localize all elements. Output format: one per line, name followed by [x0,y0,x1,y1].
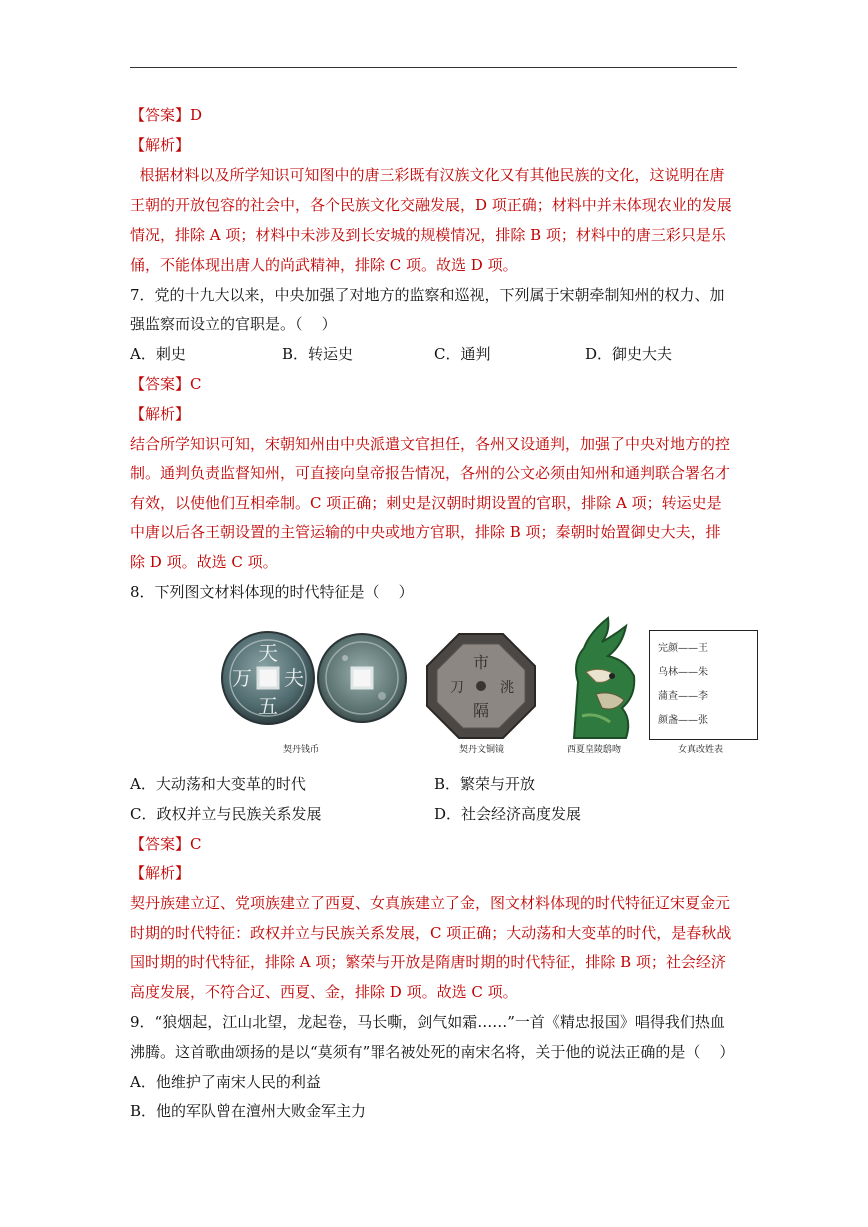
q8-answer: 【答案】C [130,835,202,853]
q6-analysis-label: 【解析】 [130,136,191,154]
khitan-coins-image [220,628,410,728]
mirror-char: 洮 [500,680,514,696]
q9-stem: 9．“狼烟起，江山北望，龙起卷，马长嘶，剑气如霜……”一首《精忠报国》唱得我们热血 [130,1013,725,1031]
q9-option-a: A．他维护了南宋人民的利益 [130,1073,321,1091]
caption-jurchen-table: 女真改姓表 [678,745,724,755]
q8-analysis-line: 国时期的时代特征，排除 A 项；繁荣与开放是隋唐时期的时代特征，排除 B 项；社会经济 [130,953,726,971]
q6-analysis-line: 俑，不能体现出唐人的尚武精神，排除 C 项。故选 D 项。 [130,256,518,274]
q6-analysis-line: 王朝的开放包容的社会中，各个民族文化交融发展，D 项正确；材料中并未体现农业的发展 [130,196,732,214]
jurchen-surname-table [649,630,758,740]
q8-analysis-label: 【解析】 [130,864,191,882]
q7-analysis-line: 制。通判负责监督知州，可直接向皇帝报告情况，各州的公文必须由知州和通判联合署名才 [130,464,731,482]
q7-analysis-line: 结合所学知识可知，宋朝知州由中央派遣文官担任，各州又设通判，加强了中央对地方的控 [130,435,731,453]
q9-option-b: B．他的军队曾在澶州大败金军主力 [130,1102,367,1120]
q7-stem: 强监察而设立的官职是。（ ） [130,315,337,333]
q6-analysis-line: 情况，排除 A 项；材料中未涉及到长安城的规模情况，排除 B 项；材料中的唐三彩只是乐 [130,226,726,244]
caption-khitan-coins: 契丹钱币 [283,745,320,755]
q7-option-d: D．御史大夫 [585,345,673,363]
q7-option-b: B．转运史 [282,345,354,363]
surname-row: 乌林——朱 [658,667,708,678]
surname-row: 蒲查——李 [658,691,708,702]
q6-analysis-line: 根据材料以及所学知识可知图中的唐三彩既有汉族文化又有其他民族的文化，这说明在唐 [130,166,725,184]
khitan-bronze-mirror-image [425,632,537,740]
surname-row: 完颜——王 [658,643,708,654]
q7-answer: 【答案】C [130,375,202,393]
coin-back [318,634,406,722]
mirror-char: 刀 [450,680,464,696]
q8-option-a: A．大动荡和大变革的时代 [130,775,306,793]
q7-analysis-line: 中唐以后各王朝设置的主管运输的中央或地方官职，排除 B 项；秦朝时始置御史大夫，排 [130,523,721,541]
q8-option-b: B．繁荣与开放 [434,775,536,793]
q7-analysis-label: 【解析】 [130,405,191,423]
coin-char: 天 [258,641,278,665]
q7-analysis-line: 除 D 项。故选 C 项。 [130,553,278,571]
surname-row: 颜盏——张 [658,715,708,726]
q7-stem: 7．党的十九大以来，中央加强了对地方的监察和巡视，下列属于宋朝牵制知州的权力、加 [130,286,725,304]
q8-analysis-line: 契丹族建立辽、党项族建立了西夏、女真族建立了金，图文材料体现的时代特征辽宋夏金元 [130,894,731,912]
header-rule [130,67,737,68]
q7-option-c: C．通判 [434,345,491,363]
q8-analysis-line: 时期的时代特征：政权并立与民族关系发展，C 项正确；大动荡和大变革的时代，是春秋战 [130,924,732,942]
q7-analysis-line: 有效，以使他们互相牵制。C 项正确；刺史是汉朝时期设置的官职，排除 A 项；转运史是 [130,494,722,512]
coin-char: 万 [232,666,252,690]
q9-stem: 沸腾。这首歌曲颂扬的是以“莫须有”罪名被处死的南宋名将，关于他的说法正确的是（ ） [130,1043,735,1061]
coin-front [222,632,314,724]
coin-char: 五 [258,694,278,718]
q8-stem: 8．下列图文材料体现的时代特征是（ ） [130,583,414,601]
caption-xixia-chiwen: 西夏皇陵鸱吻 [567,745,622,755]
q7-option-a: A．刺史 [130,345,186,363]
q8-option-d: D．社会经济高度发展 [434,805,582,823]
q8-option-c: C．政权并立与民族关系发展 [130,805,322,823]
coin-char: 夫 [284,666,304,690]
mirror-char: 隔 [472,701,490,720]
q8-analysis-line: 高度发展，不符合辽、西夏、金，排除 D 项。故选 C 项。 [130,983,518,1001]
q6-answer: 【答案】D [130,106,203,124]
caption-khitan-mirror: 契丹文铜镜 [459,745,505,755]
mirror-char: 市 [472,653,490,672]
xixia-chiwen-image [556,612,640,742]
